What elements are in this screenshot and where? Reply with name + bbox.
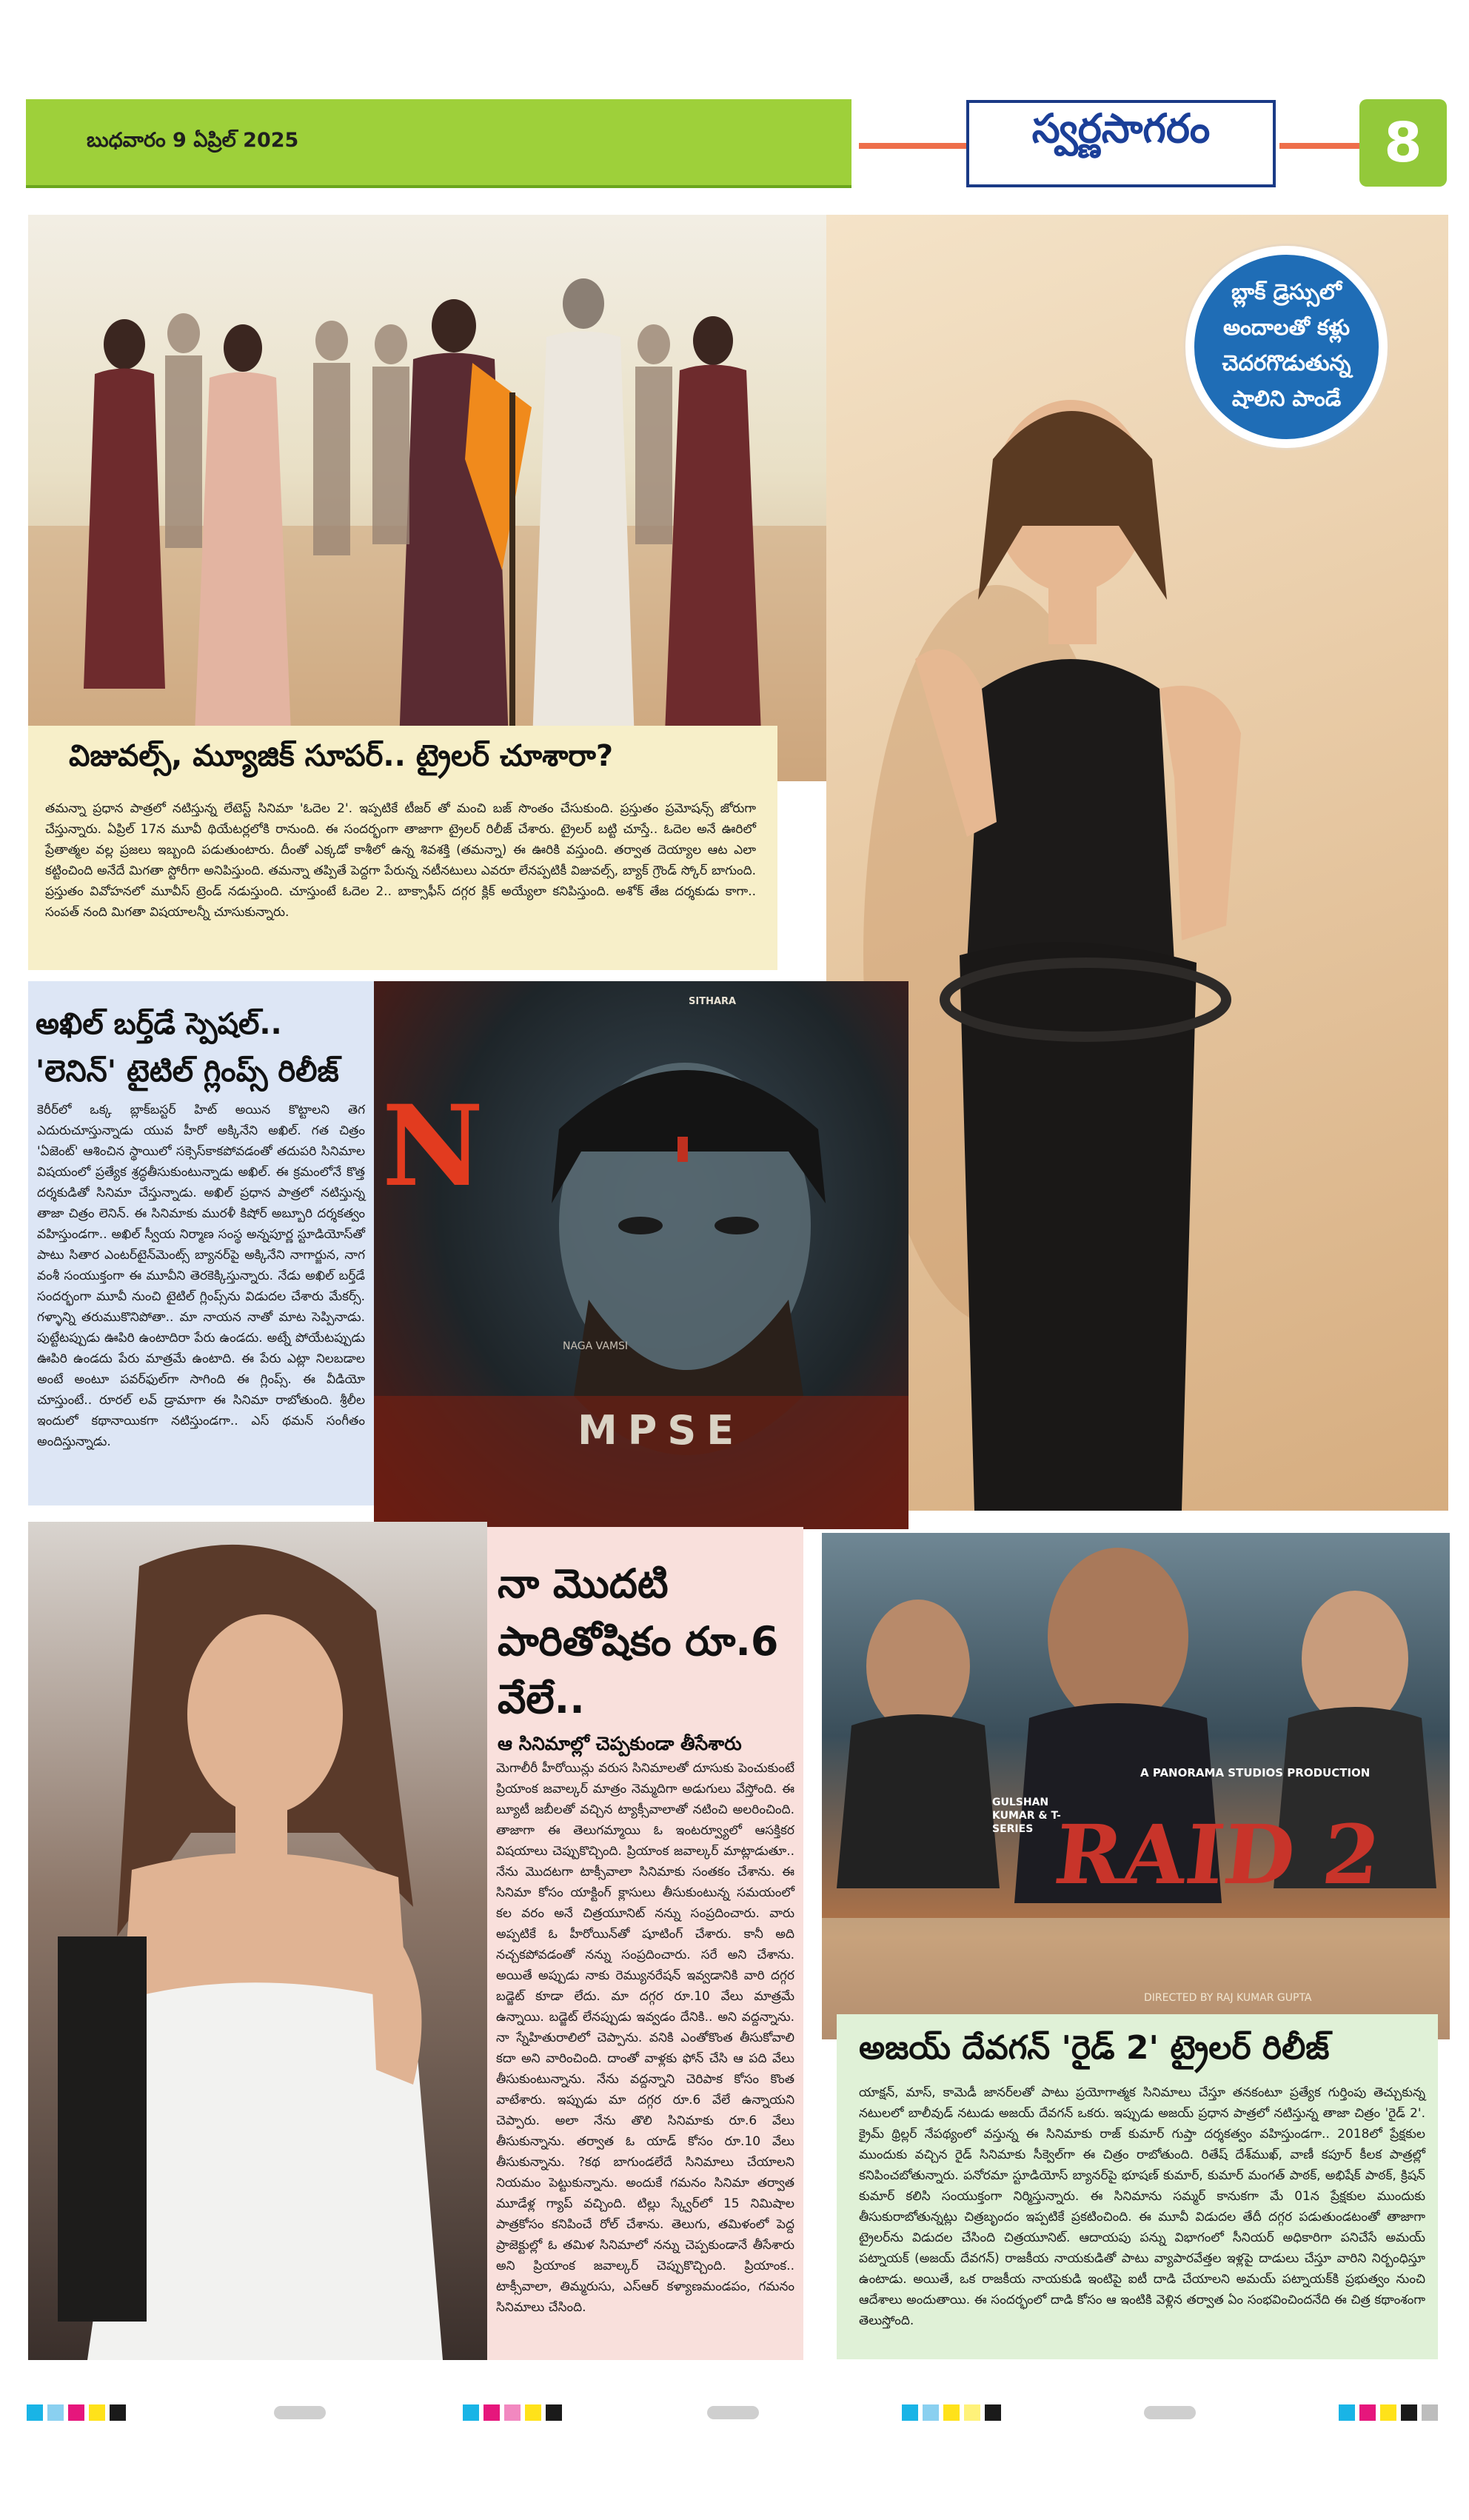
lenin-title-letter: N <box>382 1081 484 1211</box>
page-number: 8 <box>1359 99 1447 187</box>
registration-pill <box>707 2406 759 2419</box>
registration-pill <box>1144 2406 1196 2419</box>
header-divider <box>1279 143 1359 149</box>
raid-producer-credit: GULSHAN KUMAR & T-SERIES <box>992 1797 1061 1835</box>
lenin-studio-logo: SITHARA <box>689 996 737 1007</box>
raid-studio-credit: A PANORAMA STUDIOS PRODUCTION <box>1140 1766 1371 1779</box>
raid-2-title: RAID 2 <box>1050 1807 1385 1902</box>
lenin-glimpse-text: MPSE <box>578 1407 745 1454</box>
odela-still-photo <box>28 215 826 781</box>
registration-pill <box>274 2406 326 2419</box>
color-registration-mark <box>1339 2404 1442 2421</box>
article-body: యాక్షన్, మాస్, కామెడీ జానర్‌లతో పాటు ప్రయోగాత్మక సినిమాలు చేస్తూ తనకంటూ ప్రత్యేక గుర్తింపు తెచ్చుకున్న నటులలో బాలీవుడ్ నటుడు అజయ్ దేవగన్ ఒకరు. ఇప్పుడు అజయ్ ప్రధాన పాత్రలో నటిస్తున్న తాజా చిత్రం 'రైడ్ 2'. క్రైమ్ థ్రిల్లర్ నేపథ్యంలో వస్తున్న ఈ సినిమాకు రాజ్ కుమార్ గుప్తా దర్శకత్వం వహిస్తుండగా.. 2018లో ప్రేక్షకుల ముందుకు వచ్చిన రైడ్ సినిమాకు సీక్వెల్‌గా ఈ చిత్రం రాబోతుంది. రితేష్ దేశ్‌ముఖ్, వాణీ కపూర్ కీలక పాత్రల్లో కనిపించబోతున్నారు. పనోరమా స్టూడియోస్ బ్యానర్‌పై భూషణ్ కుమార్, కుమార్ మంగత్ పాఠక్, అభిషేక్ పాఠక్, క్రిషన్ కుమార్ కలిసి సంయుక్తంగా నిర్మిస్తున్నారు. ఈ సినిమాను సమ్మర్ కానుకగా మే 01న ప్రేక్షకుల ముందుకు తీసుకురాబోతున్నట్లు చిత్రబృందం ఇప్పటికే ప్రకటించింది. ఈ మూవీ విడుదల తేదీ దగ్గర పడుతుండటంతో తాజాగా ట్రైలర్‌ను విడుదల చేసింది చిత్రయూనిట్. ఆదాయపు పన్ను విభాగంలో సీనియర్ అధికారిగా పనిచేసే అమయ్ పట్నాయక్ (అజయ్ దేవగన్) రాజకీయ నాయకుడితో పాటు వ్యాపారవేత్తల ఇళ్లపై దాడులు చేస్తూ వారిని నిర్బంధిస్తూ ఉంటాడు. అయితే, ఒక రాజకీయ నాయకుడి ఇంటిపై ఐటీ దాడి చేయాలని అమయ్ పట్నాయక్‌కి ప్రభుత్వం నుంచి ఆదేశాలు అందుతాయి. ఈ సందర్భంలో దాడి కోసం ఆ ఇంటికి వెళ్లిన తర్వాత ఏం సంభవించిందనేది ఈ చిత్ర కథాంశంగా తెలుస్తోంది. <box>859 2085 1425 2328</box>
article-headline: విజువల్స్, మ్యూజిక్ సూపర్.. ట్రైలర్ చూశారా? <box>69 739 614 773</box>
issue-date: బుధవారం 9 ఏప్రిల్ 2025 <box>87 129 299 152</box>
date-banner <box>26 99 851 188</box>
article-raid-2-trailer <box>837 2014 1438 2359</box>
color-registration-mark <box>463 2404 566 2421</box>
article-headline: నా మొదటి పారితోషికం రూ.6 వేలే.. <box>498 1560 779 1722</box>
color-registration-mark <box>27 2404 130 2421</box>
priyanka-figure <box>28 1522 487 2360</box>
priyanka-jawalkar-photo <box>28 1522 487 2360</box>
lenin-credit: NAGA VAMSI <box>563 1340 629 1352</box>
badge-line: బ్లాక్ డ్రెస్సులో <box>1231 279 1342 304</box>
odela-crowd-figures <box>28 215 826 781</box>
headline-line: అఖిల్ బర్త్‌డే స్పెషల్.. <box>36 1007 282 1041</box>
article-body: మెగాలీరీ హీరోయిన్లు వరుస సినిమాలతో దూసుకు పెంచుకుంటే ప్రియాంక జవాల్కర్ మాత్రం నెమ్మదిగా అడుగులు వేస్తోంది. ఈ బ్యూటీ జబీలతో వచ్చిన ట్యాక్సీవాలాతో నటించి అలరించింది. తాజాగా ఈ తెలుగమ్మాయి ఓ ఇంటర్వ్యూలో ఆసక్తికర విషయాలు చెప్పుకొచ్చింది. ప్రియాంక జవాల్కర్ మాట్లాడుతూ.. నేను మొదటగా టాక్సీవాలా సినిమాకు సంతకం చేశాను. ఈ సినిమా కోసం యాక్టింగ్ క్లాసులు తీసుకుంటున్న సమయంలో కల వరం అనే చిత్రయూనిట్ నన్ను సంప్రదించారు. వారు అప్పటికే ఓ హీరోయిన్‌తో షూటింగ్ చేశారు. కానీ అది నచ్చకపోవడంతో నన్ను సంప్రదించారు. సరే అని చేశాను. అయితే అప్పుడు నాకు రెమ్యునరేషన్ ఇవ్వడానికి వారి దగ్గర బడ్జెట్ కూడా లేదు. మా దగ్గర రూ.10 వేలు మాత్రమే ఉన్నాయి. బడ్జెట్ లేనప్పుడు ఇవ్వడం దేనికి.. అని వద్దన్నాను. నా స్నేహితురాలిలో చెప్పాను. వనికి ఎంతోకొంత తీసుకోవాలి కదా అని వారించింది. దాంతో వాళ్లకు ఫోన్ చేసి ఆ పది వేలు తీసుకుంటున్నాను. నేను వద్దన్నాని చెరిపాక కోసం కొంత వాటేశారు. ఇప్పుడు మా దగ్గర రూ.6 వేలే ఉన్నాయని చెప్పారు. అలా నేను తొలి సినిమాకు రూ.6 వేలు తీసుకున్నాను. తర్వాత ఓ యాడ్ కోసం రూ.10 వేలు తీసుకున్నాను. ?కథ బాగుండలేదే సినిమాలు చేయాలని నియమం పెట్టుకున్నాను. అందుకే గమనం సినిమా తర్వాత మూడేళ్ల గ్యాప్ వచ్చింది. టిల్లు స్క్వేర్‌లో 15 నిమిషాల పాత్రకోసం కనిపించే రోల్ చేశాను. తెలుగు, తమిళంలో పెద్ద ప్రాజెక్టుల్లో ఓ తమిళ సినిమాలో నన్ను చెప్పకుండానే తీసేశారు అని ప్రియాంక జవాల్కర్ చెప్పుకొచ్చింది. ప్రియాంక.. టాక్సీవాలా, తిమ్మరుసు, ఎస్‌ఆర్ కళ్యాణమండపం, గమనం సినిమాలు చేసింది. <box>496 1761 794 2315</box>
shalini-caption-badge <box>1185 246 1388 448</box>
badge-line: చెదరగొడుతున్న <box>1222 350 1351 375</box>
article-headline <box>36 1000 369 1095</box>
article-first-salary <box>487 1527 803 2360</box>
article-body: కెరీర్‌లో ఒక్క బ్లాక్‌బస్టర్ హిట్ అయిన కొట్టాలని తెగ ఎదురుచూస్తున్నాడు యువ హీరో అక్కినేని అఖిల్. గత చిత్రం 'ఏజెంట్' ఆశించిన స్థాయిలో సక్సెస్‌కాకపోవడంతో తదుపరి సినిమాల విషయంలో ప్రత్యేక శ్రద్ధతీసుకుంటున్నాడు అఖిల్. ఈ క్రమంలోనే కొత్త దర్శకుడితో సినిమా చేస్తున్నాడు. అఖిల్ ప్రధాన పాత్రలో నటిస్తున్న తాజా చిత్రం లెనిన్. ఈ సినిమాకు మురళీ కిషోర్ అబ్బూరి దర్శకత్వం వహిస్తుండగా.. అఖిల్ స్వీయ నిర్మాణ సంస్థ అన్నపూర్ణ స్టూడియోస్‌తో పాటు సితార ఎంటర్‌టైన్‌మెంట్స్ బ్యానర్‌పై అక్కినేని నాగార్జున, నాగ వంశీ సంయుక్తంగా ఈ మూవీని తెరకెక్కిస్తున్నారు. నేడు అఖిల్ బర్త్‌డే సందర్భంగా మూవీ నుంచి టైటిల్ గ్లింప్స్‌ను విడుదల చేశారు మేకర్స్. గళ్ళాన్ని తరుముకొనిపోతా.. మా నాయన నాతో మాట సెప్పినాడు. పుట్టేటప్పుడు ఊపిరి ఉంటాదిరా పేరు ఉండదు. అట్నే పోయేటప్పుడు ఊపిరి ఉండదు పేరు మాత్రమే ఉంటాది. ఈ పేరు ఎట్లా నిలబడాల అంటే అంటూ పవర్‌ఫుల్‌గా సాగింది ఈ గ్లింప్స్. ఈ వీడియో చూస్తుంటే.. రూరల్ లవ్ డ్రామాగా ఈ సినిమా రాబోతుంది. శ్రీలీల ఇందులో కథానాయికగా నటిస్తుండగా.. ఎస్ థమన్ సంగీతం అందిస్తున్నాడు. <box>37 1103 365 1449</box>
raid-2-poster <box>822 1533 1450 2039</box>
badge-line: షాలిని పాండే <box>1231 386 1342 411</box>
headline-line: 'లెనిన్' టైటిల్ గ్లింప్స్ రిలీజ్ <box>36 1055 339 1089</box>
article-headline: అజయ్ దేవగన్ 'రైడ్ 2' ట్రైలర్ రిలీజ్ <box>859 2029 1330 2067</box>
badge-line: అందాలతో కళ్లు <box>1222 315 1351 340</box>
article-akhil-lenin <box>28 981 374 1505</box>
article-subheadline: ఆ సినిమాల్లో చెప్పకుండా తీసేశారు <box>498 1733 742 1754</box>
header-divider <box>859 143 970 149</box>
raid-2-cast <box>822 1533 1450 2039</box>
color-registration-mark <box>902 2404 1005 2421</box>
article-body: తమన్నా ప్రధాన పాత్రలో నటిస్తున్న లేటెస్ట్ సినిమా 'ఓదెల 2'. ఇప్పటికే టీజర్ తో మంచి బజ్ సొంతం చేసుకుంది. ప్రస్తుతం ప్రమోషన్స్ జోరుగా చేస్తున్నారు. ఏప్రిల్ 17న మూవీ థియేటర్లలోకి రానుంది. ఈ సందర్భంగా తాజాగా ట్రైలర్ రిలీజ్ చేశారు. ట్రైలర్ బట్టి చూస్తే.. ఓదెల అనే ఊరిలో ప్రేతాత్మల వల్ల ప్రజలు ఇబ్బంది పడుతుంటారు. దీంతో ఎక్కడో కాశీలో ఉన్న శివశక్తి (తమన్నా) ఈ ఊరికి వస్తుంది. తర్వాత దెయ్యాల ఆట ఎలా కట్టించింది అనేదే మిగతా స్టోరీగా అనిపిస్తుంది. తమన్నా తప్పితే పెద్దగా పేరున్న నటీనటులు ఎవరూ లేనప్పటికీ విజువల్స్, బ్యాక్ గ్రౌండ్ స్కోర్ బాగుంది. ప్రస్తుతం వివోహనలో మూవీస్ ట్రెండ్ నడుస్తుంది. చూస్తుంటే ఓదెల 2.. బాక్సాఫీస్ దగ్గర క్లిక్ అయ్యేలా కనిపిస్తుంది. అశోక్ తేజ దర్శకుడు కాగా.. సంపత్ నంది మిగతా విషయాలన్నీ చూసుకున్నారు. <box>45 801 756 920</box>
raid-director-credit: DIRECTED BY RAJ KUMAR GUPTA <box>1144 1992 1312 2004</box>
article-odela-trailer <box>28 726 777 970</box>
logo-name: స్వర్ణసాగరం <box>1031 104 1211 152</box>
newspaper-logo <box>966 100 1276 187</box>
